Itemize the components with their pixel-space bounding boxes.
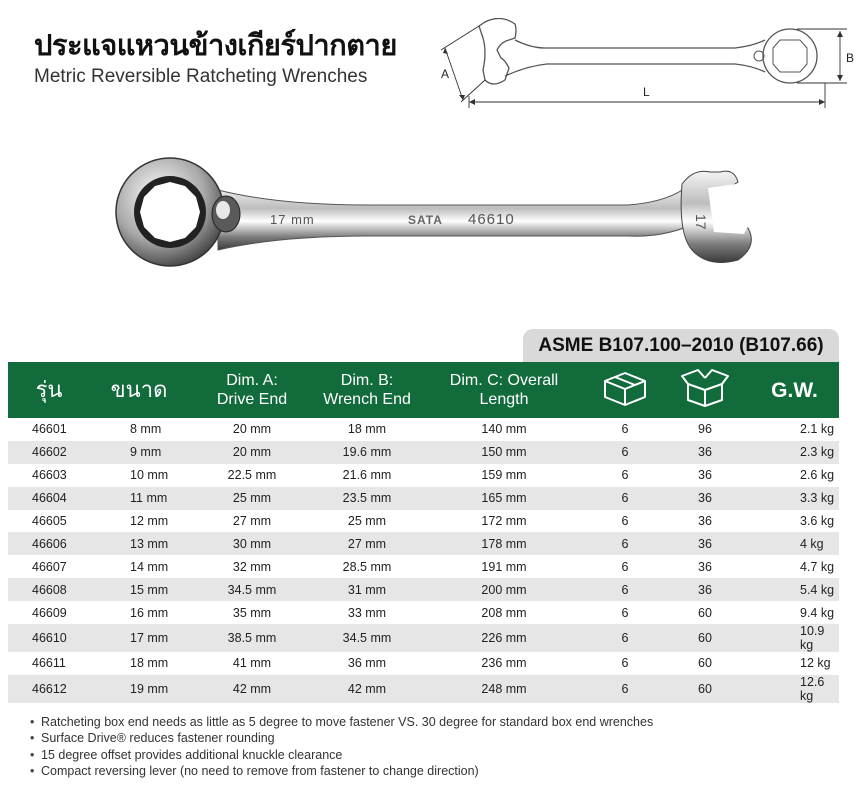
cell-dim-c: 178 mm — [418, 532, 590, 555]
cell-inner: 6 — [621, 605, 629, 620]
cell-size: 13 mm — [90, 532, 188, 555]
cell-gw: 12 kg — [800, 656, 831, 671]
table-row — [8, 601, 839, 624]
dim-label-b: B — [846, 51, 855, 65]
cell-inner: 6 — [621, 468, 629, 483]
cell-dim-a: 41 mm — [232, 656, 272, 671]
cell-size: 16 mm — [130, 605, 169, 620]
table-row — [8, 464, 839, 487]
cell-dim-b: 36 mm — [347, 656, 387, 671]
cell-inner: 6 — [590, 441, 660, 464]
note-item: • Surface Drive® reduces fastener rounding — [30, 730, 653, 746]
cell-dim-a: 32 mm — [232, 559, 272, 574]
cell-size: 15 mm — [90, 578, 188, 601]
cell-inner: 6 — [590, 532, 660, 555]
cell-model: 46606 — [8, 532, 90, 555]
cell-dim-a: 27 mm — [232, 514, 272, 528]
table-row — [8, 487, 839, 510]
cell-gw: 10.9 kg — [750, 624, 839, 652]
cell-model: 46607 — [32, 559, 67, 574]
cell-dim-c: 159 mm — [481, 468, 527, 483]
cell-dim-c: 172 mm — [481, 514, 527, 528]
cell-gw: 3.6 kg — [800, 514, 835, 528]
cell-size: 17 mm — [90, 624, 188, 652]
table-row — [8, 652, 839, 675]
cell-model: 46603 — [32, 468, 67, 483]
cell-model: 46608 — [8, 578, 90, 601]
cell-carton: 36 — [660, 441, 750, 464]
cell-dim-a: 25 mm — [188, 487, 316, 510]
cell-inner: 6 — [590, 624, 660, 652]
table-row — [8, 532, 839, 555]
cell-size: 8 mm — [130, 422, 162, 437]
cell-dim-a: 22.5 mm — [227, 468, 277, 483]
dim-label-l: L — [643, 85, 650, 99]
cell-inner: 6 — [590, 675, 660, 703]
cell-model: 46609 — [32, 605, 67, 620]
cell-dim-a: 20 mm — [232, 422, 272, 437]
cell-gw: 9.4 kg — [800, 605, 835, 620]
cell-model: 46605 — [32, 514, 67, 528]
standard-tab: ASME B107.100–2010 (B107.66) — [523, 329, 839, 362]
table-row — [8, 675, 839, 703]
open-end-size-mark: 17 — [693, 214, 709, 230]
dimension-diagram — [435, 18, 860, 118]
table-row — [8, 418, 839, 441]
cell-dim-c: 165 mm — [418, 487, 590, 510]
header-dim-b: Dim. B: Wrench End — [316, 362, 418, 418]
cell-size: 10 mm — [130, 468, 169, 483]
cell-dim-b: 25 mm — [347, 514, 387, 528]
note-item: • 15 degree offset provides additional knuckle clearance — [30, 747, 653, 763]
cell-carton: 96 — [698, 422, 712, 437]
cell-carton: 60 — [660, 624, 750, 652]
cell-inner: 6 — [621, 422, 629, 437]
cell-size: 9 mm — [90, 441, 188, 464]
cell-model: 46610 — [8, 624, 90, 652]
cell-size: 11 mm — [90, 487, 188, 510]
cell-dim-a: 38.5 mm — [188, 624, 316, 652]
cell-dim-b: 21.6 mm — [342, 468, 392, 483]
feature-notes — [30, 714, 653, 779]
wrench-size-mark: 17 mm — [270, 212, 315, 227]
note-item: • Ratcheting box end needs as little as 5 degree to move fastener VS. 30 degree for standard box end wrenches — [30, 714, 653, 730]
cell-dim-c: 248 mm — [418, 675, 590, 703]
cell-carton: 36 — [660, 487, 750, 510]
cell-gw: 2.3 kg — [750, 441, 839, 464]
table-row — [8, 578, 839, 601]
cell-inner: 6 — [621, 559, 629, 574]
cell-gw: 5.4 kg — [750, 578, 839, 601]
table-row — [8, 441, 839, 464]
cell-dim-c: 140 mm — [481, 422, 527, 437]
cell-carton: 36 — [660, 532, 750, 555]
cell-size: 14 mm — [130, 559, 169, 574]
cell-model: 46604 — [8, 487, 90, 510]
cell-gw: 2.6 kg — [800, 468, 835, 483]
cell-carton: 36 — [698, 468, 712, 483]
spec-table — [8, 362, 839, 703]
cell-dim-b: 31 mm — [316, 578, 418, 601]
cell-dim-a: 42 mm — [188, 675, 316, 703]
cell-gw: 2.1 kg — [800, 422, 835, 437]
header-model: รุ่น — [8, 362, 90, 418]
cell-model: 46612 — [8, 675, 90, 703]
cell-dim-b: 28.5 mm — [342, 559, 392, 574]
cell-dim-c: 191 mm — [481, 559, 527, 574]
cell-dim-b: 34.5 mm — [316, 624, 418, 652]
title-english: Metric Reversible Ratcheting Wrenches — [34, 66, 368, 87]
cell-gw: 3.3 kg — [750, 487, 839, 510]
table-row — [8, 510, 839, 533]
cell-dim-c: 150 mm — [418, 441, 590, 464]
cell-dim-b: 27 mm — [316, 532, 418, 555]
cell-dim-b: 33 mm — [347, 605, 387, 620]
header-inner-box — [590, 362, 660, 418]
cell-model: 46601 — [32, 422, 67, 437]
header-carton — [660, 362, 750, 418]
cell-inner: 6 — [621, 514, 629, 528]
wrench-photo — [108, 150, 768, 280]
cell-dim-a: 35 mm — [232, 605, 272, 620]
header-dim-c: Dim. C: Overall Length — [418, 362, 590, 418]
table-header-row — [8, 362, 839, 418]
cell-carton: 36 — [660, 578, 750, 601]
cell-dim-b: 18 mm — [347, 422, 387, 437]
cell-model: 46602 — [8, 441, 90, 464]
cell-dim-c: 200 mm — [418, 578, 590, 601]
cell-dim-b: 19.6 mm — [316, 441, 418, 464]
cell-carton: 60 — [698, 656, 712, 671]
cell-carton: 60 — [660, 675, 750, 703]
header-gross-weight: G.W. — [750, 362, 839, 418]
open-carton-icon — [680, 368, 730, 408]
cell-gw: 4 kg — [750, 532, 839, 555]
header-size: ขนาด — [90, 362, 188, 418]
table-row — [8, 555, 839, 578]
cell-model: 46611 — [32, 656, 66, 671]
cell-dim-c: 208 mm — [481, 605, 527, 620]
cell-carton: 36 — [698, 514, 712, 528]
cell-dim-b: 23.5 mm — [316, 487, 418, 510]
cell-size: 19 mm — [90, 675, 188, 703]
note-item: • Compact reversing lever (no need to remove from fastener to change direction) — [30, 763, 653, 779]
cell-carton: 36 — [698, 559, 712, 574]
cell-dim-a: 20 mm — [188, 441, 316, 464]
wrench-model-mark: 46610 — [468, 211, 515, 228]
cell-dim-a: 34.5 mm — [188, 578, 316, 601]
header-dim-a: Dim. A: Drive End — [188, 362, 316, 418]
cell-gw: 12.6 kg — [750, 675, 839, 703]
dim-label-a: A — [441, 67, 450, 81]
cell-size: 12 mm — [130, 514, 169, 528]
cell-carton: 60 — [698, 605, 712, 620]
cell-inner: 6 — [590, 578, 660, 601]
cell-gw: 4.7 kg — [800, 559, 835, 574]
cell-dim-c: 236 mm — [481, 656, 527, 671]
box-icon — [601, 369, 649, 407]
cell-inner: 6 — [621, 656, 629, 671]
title-thai: ประแจแหวนข้างเกียร์ปากตาย — [34, 28, 397, 62]
cell-dim-b: 42 mm — [316, 675, 418, 703]
table-row — [8, 624, 839, 652]
cell-size: 18 mm — [130, 656, 169, 671]
cell-dim-a: 30 mm — [188, 532, 316, 555]
cell-dim-c: 226 mm — [418, 624, 590, 652]
wrench-brand-mark: SATA — [408, 213, 443, 227]
cell-inner: 6 — [590, 487, 660, 510]
